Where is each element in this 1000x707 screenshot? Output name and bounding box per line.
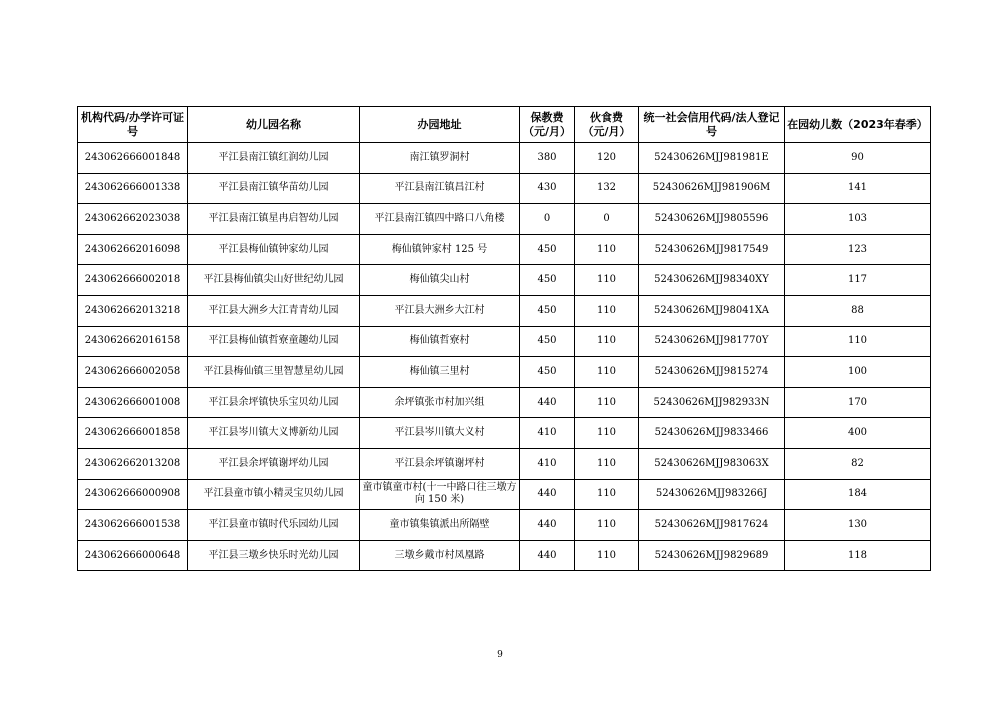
cell-org-code: 243062666001858 — [78, 418, 188, 449]
cell-meal-fee: 110 — [575, 265, 639, 296]
cell-tuition-fee: 430 — [520, 173, 575, 204]
cell-tuition-fee: 380 — [520, 143, 575, 174]
cell-tuition-fee: 440 — [520, 387, 575, 418]
cell-kindergarten-name: 平江县余坪镇快乐宝贝幼儿园 — [188, 387, 360, 418]
cell-enrollment: 90 — [785, 143, 931, 174]
cell-address: 南江镇罗洞村 — [360, 143, 520, 174]
cell-org-code: 243062666000908 — [78, 479, 188, 510]
cell-org-code: 243062666001538 — [78, 510, 188, 541]
cell-enrollment: 82 — [785, 448, 931, 479]
cell-enrollment: 184 — [785, 479, 931, 510]
cell-tuition-fee: 450 — [520, 234, 575, 265]
header-kindergarten-name: 幼儿园名称 — [188, 107, 360, 143]
cell-kindergarten-name: 平江县岑川镇大义博新幼儿园 — [188, 418, 360, 449]
cell-meal-fee: 110 — [575, 357, 639, 388]
cell-address: 三墩乡戴市村凤凰路 — [360, 540, 520, 571]
cell-tuition-fee: 450 — [520, 265, 575, 296]
cell-credit-code: 52430626MJJ9805596 — [639, 204, 785, 235]
cell-kindergarten-name: 平江县童市镇小精灵宝贝幼儿园 — [188, 479, 360, 510]
table-row — [78, 510, 931, 541]
cell-credit-code: 52430626MJJ981906M — [639, 173, 785, 204]
cell-kindergarten-name: 平江县余坪镇谢坪幼儿园 — [188, 448, 360, 479]
table-row — [78, 448, 931, 479]
cell-meal-fee: 132 — [575, 173, 639, 204]
cell-kindergarten-name: 平江县梅仙镇三里智慧星幼儿园 — [188, 357, 360, 388]
table-row — [78, 265, 931, 296]
cell-kindergarten-name: 平江县南江镇红润幼儿园 — [188, 143, 360, 174]
kindergarten-fee-table — [77, 106, 931, 571]
cell-enrollment: 130 — [785, 510, 931, 541]
cell-address: 平江县余坪镇谢坪村 — [360, 448, 520, 479]
cell-org-code: 243062662013218 — [78, 295, 188, 326]
cell-meal-fee: 110 — [575, 479, 639, 510]
cell-meal-fee: 110 — [575, 387, 639, 418]
header-meal-fee: 伙食费（元/月） — [575, 107, 639, 143]
cell-enrollment: 118 — [785, 540, 931, 571]
cell-org-code: 243062666001008 — [78, 387, 188, 418]
cell-org-code: 243062666002018 — [78, 265, 188, 296]
cell-address: 余坪镇张市村加兴组 — [360, 387, 520, 418]
cell-enrollment: 400 — [785, 418, 931, 449]
cell-address: 梅仙镇三里村 — [360, 357, 520, 388]
cell-kindergarten-name: 平江县大洲乡大江青青幼儿园 — [188, 295, 360, 326]
table-row — [78, 387, 931, 418]
cell-address: 平江县大洲乡大江村 — [360, 295, 520, 326]
cell-address: 平江县南江镇四中路口八角楼 — [360, 204, 520, 235]
table-row — [78, 143, 931, 174]
table-row — [78, 479, 931, 510]
cell-meal-fee: 110 — [575, 326, 639, 357]
cell-org-code: 243062662023038 — [78, 204, 188, 235]
cell-enrollment: 170 — [785, 387, 931, 418]
cell-org-code: 243062662016158 — [78, 326, 188, 357]
cell-tuition-fee: 440 — [520, 510, 575, 541]
cell-credit-code: 52430626MJJ981770Y — [639, 326, 785, 357]
cell-kindergarten-name: 平江县三墩乡快乐时光幼儿园 — [188, 540, 360, 571]
cell-credit-code: 52430626MJJ9817549 — [639, 234, 785, 265]
cell-enrollment: 141 — [785, 173, 931, 204]
cell-kindergarten-name: 平江县梅仙镇尖山好世纪幼儿园 — [188, 265, 360, 296]
table-header-row — [78, 107, 931, 143]
cell-address: 童市镇集镇派出所隔壁 — [360, 510, 520, 541]
table-row — [78, 234, 931, 265]
cell-credit-code: 52430626MJJ982933N — [639, 387, 785, 418]
header-tuition-fee: 保教费（元/月） — [520, 107, 575, 143]
cell-tuition-fee: 450 — [520, 326, 575, 357]
cell-credit-code: 52430626MJJ9815274 — [639, 357, 785, 388]
cell-meal-fee: 110 — [575, 295, 639, 326]
cell-kindergarten-name: 平江县南江镇星冉启智幼儿园 — [188, 204, 360, 235]
cell-tuition-fee: 410 — [520, 418, 575, 449]
cell-credit-code: 52430626MJJ983266J — [639, 479, 785, 510]
cell-address: 梅仙镇尖山村 — [360, 265, 520, 296]
cell-address: 童市镇童市村(十一中路口往三墩方向 150 米) — [360, 479, 520, 510]
table-row — [78, 357, 931, 388]
cell-enrollment: 103 — [785, 204, 931, 235]
cell-tuition-fee: 0 — [520, 204, 575, 235]
cell-address: 梅仙镇哲寮村 — [360, 326, 520, 357]
cell-credit-code: 52430626MJJ98041XA — [639, 295, 785, 326]
header-credit-code: 统一社会信用代码/法人登记号 — [639, 107, 785, 143]
table-row — [78, 540, 931, 571]
cell-credit-code: 52430626MJJ9829689 — [639, 540, 785, 571]
page-number: 9 — [497, 650, 503, 660]
cell-credit-code: 52430626MJJ98340XY — [639, 265, 785, 296]
cell-kindergarten-name: 平江县童市镇时代乐园幼儿园 — [188, 510, 360, 541]
cell-address: 平江县南江镇昌江村 — [360, 173, 520, 204]
cell-address: 平江县岑川镇大义村 — [360, 418, 520, 449]
cell-tuition-fee: 450 — [520, 357, 575, 388]
cell-meal-fee: 110 — [575, 418, 639, 449]
header-org-code: 机构代码/办学许可证号 — [78, 107, 188, 143]
cell-address: 梅仙镇钟家村 125 号 — [360, 234, 520, 265]
cell-credit-code: 52430626MJJ9817624 — [639, 510, 785, 541]
cell-enrollment: 110 — [785, 326, 931, 357]
cell-tuition-fee: 450 — [520, 295, 575, 326]
table-row — [78, 173, 931, 204]
cell-org-code: 243062666001848 — [78, 143, 188, 174]
cell-meal-fee: 0 — [575, 204, 639, 235]
cell-enrollment: 88 — [785, 295, 931, 326]
cell-credit-code: 52430626MJJ981981E — [639, 143, 785, 174]
cell-enrollment: 100 — [785, 357, 931, 388]
cell-tuition-fee: 410 — [520, 448, 575, 479]
cell-org-code: 243062666001338 — [78, 173, 188, 204]
cell-meal-fee: 110 — [575, 448, 639, 479]
cell-kindergarten-name: 平江县梅仙镇钟家幼儿园 — [188, 234, 360, 265]
cell-tuition-fee: 440 — [520, 540, 575, 571]
cell-enrollment: 123 — [785, 234, 931, 265]
table-row — [78, 295, 931, 326]
cell-credit-code: 52430626MJJ983063X — [639, 448, 785, 479]
cell-org-code: 243062662013208 — [78, 448, 188, 479]
cell-meal-fee: 110 — [575, 234, 639, 265]
cell-tuition-fee: 440 — [520, 479, 575, 510]
cell-org-code: 243062666000648 — [78, 540, 188, 571]
table-row — [78, 204, 931, 235]
cell-credit-code: 52430626MJJ9833466 — [639, 418, 785, 449]
cell-enrollment: 117 — [785, 265, 931, 296]
table-row — [78, 418, 931, 449]
cell-kindergarten-name: 平江县南江镇华苗幼儿园 — [188, 173, 360, 204]
cell-meal-fee: 120 — [575, 143, 639, 174]
cell-org-code: 243062662016098 — [78, 234, 188, 265]
cell-meal-fee: 110 — [575, 540, 639, 571]
cell-kindergarten-name: 平江县梅仙镇哲寮童趣幼儿园 — [188, 326, 360, 357]
header-enrollment: 在园幼儿数（2023年春季） — [785, 107, 931, 143]
cell-meal-fee: 110 — [575, 510, 639, 541]
header-address: 办园地址 — [360, 107, 520, 143]
table-row — [78, 326, 931, 357]
cell-org-code: 243062666002058 — [78, 357, 188, 388]
